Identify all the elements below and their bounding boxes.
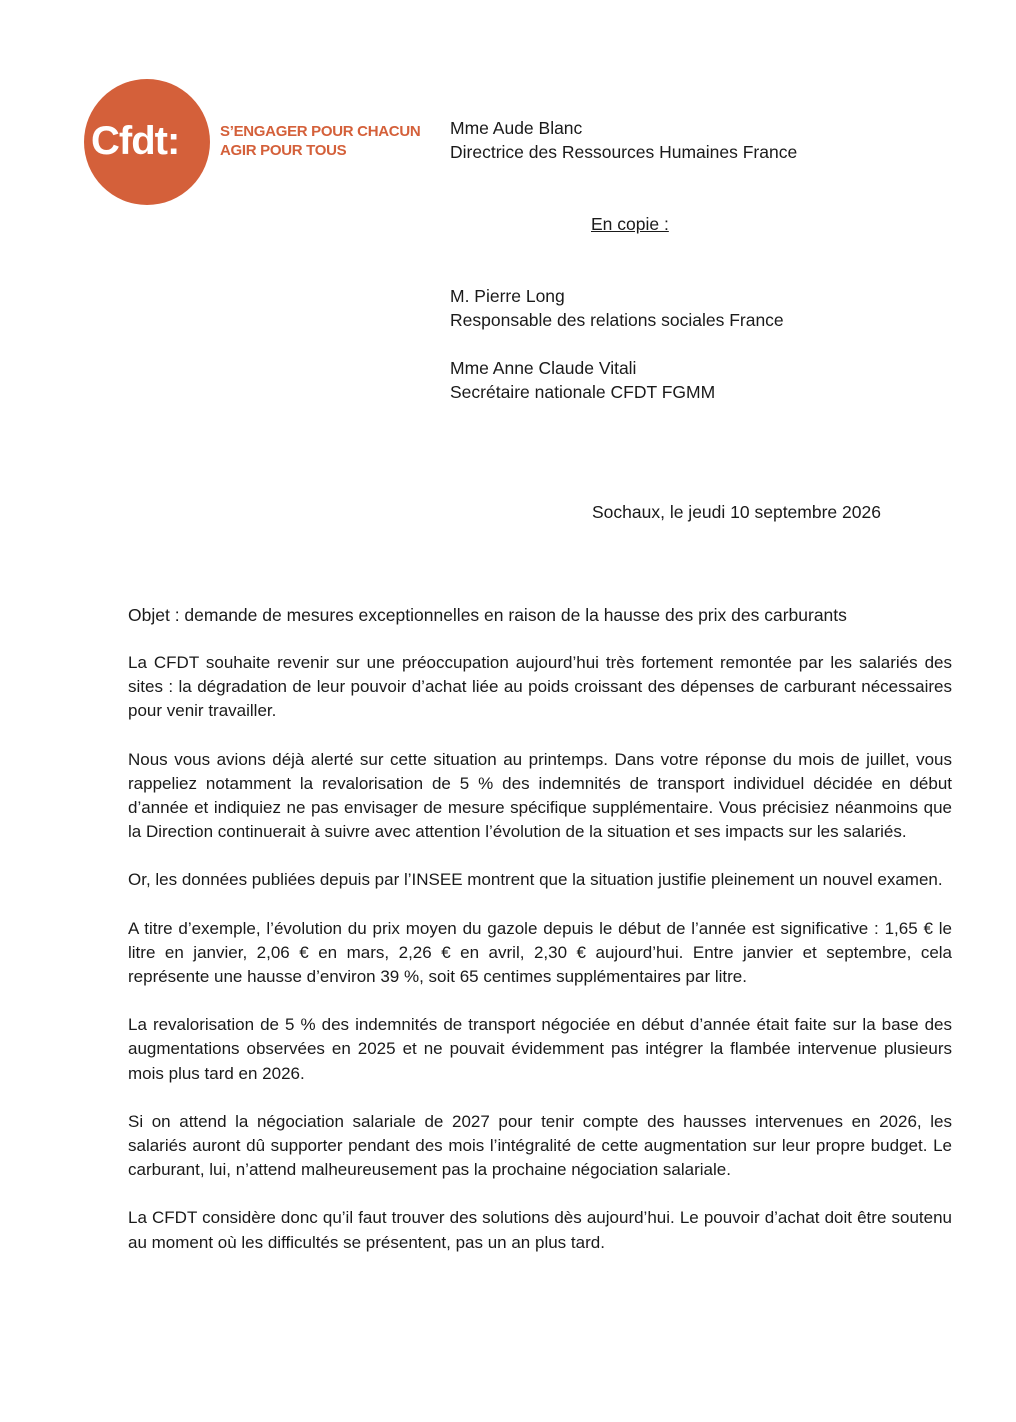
copy-recipient-name: Mme Anne Claude Vitali xyxy=(450,358,637,378)
copy-recipient-title: Secrétaire nationale CFDT FGMM xyxy=(450,382,716,402)
body-paragraph: La revalorisation de 5 % des indemnités de transport négociée en début d’année était faite sur la base des augmentations observées en 2025 et ne pouvait évidemment pas intégrer la flambée intervenue plusieurs mois plus tard en 2026. xyxy=(128,1015,952,1083)
copy-recipient-1 xyxy=(450,284,784,332)
recipient-title: Directrice des Ressources Humaines France xyxy=(450,142,798,162)
copy-recipient-name: M. Pierre Long xyxy=(450,286,565,306)
logo-tagline-line-1: S’ENGAGER POUR CHACUN xyxy=(220,123,421,140)
copy-recipient-2 xyxy=(450,356,715,404)
recipient-name: Mme Aude Blanc xyxy=(450,118,583,138)
body-paragraph: La CFDT considère donc qu’il faut trouver des solutions dès aujourd’hui. Le pouvoir d’achat doit être soutenu au moment où les difficultés se présentent, pas un an plus tard. xyxy=(128,1208,952,1252)
logo-mark: Cfdt: xyxy=(91,119,180,163)
subject-line: Objet : demande de mesures exceptionnelles en raison de la hausse des prix des carburants xyxy=(128,605,847,625)
body-paragraph: Or, les données publiées depuis par l’INSEE montrent que la situation justifie pleinement un nouvel examen. xyxy=(128,870,943,890)
letter-body xyxy=(128,651,952,1279)
body-paragraph: A titre d’exemple, l’évolution du prix moyen du gazole depuis le début de l’année est significative : 1,65 € le litre en janvier, 2,06 € en mars, 2,26 € en avril, 2,30 € aujourd’hui. Entre janvier et septembre, cela représente une hausse d’environ 39 %, soit 65 centimes supplémentaires par litre. xyxy=(128,918,952,987)
copy-label: En copie : xyxy=(591,214,669,234)
logo-tagline-line-2: AGIR POUR TOUS xyxy=(220,142,347,159)
logo-tagline xyxy=(220,122,420,160)
recipient-block xyxy=(450,116,797,164)
date-line: Sochaux, le jeudi 10 septembre 2026 xyxy=(592,502,881,522)
body-paragraph: Nous vous avions déjà alerté sur cette situation au printemps. Dans votre réponse du mois de juillet, vous rappeliez notamment la revalorisation de 5 % des indemnités de transport individuel décidée en début d’année et indiquiez ne pas envisager de mesure spécifique supplémentaire. Vous précisiez néanmoins que la Direction continuerait à suivre avec attention l’évolution de la situation et ses impacts sur les salariés. xyxy=(128,749,952,842)
cfdt-logo xyxy=(84,79,421,205)
copy-recipient-title: Responsable des relations sociales France xyxy=(450,310,784,330)
body-paragraph: Si on attend la négociation salariale de 2027 pour tenir compte des hausses intervenues en 2026, les salariés auront dû supporter pendant des mois l’intégralité de cette augmentation sur leur propre budget. Le carburant, lui, n’attend malheureusement pas la prochaine négociation salariale. xyxy=(128,1111,952,1180)
body-paragraph: La CFDT souhaite revenir sur une préoccupation aujourd’hui très fortement remontée par les salariés des sites : la dégradation de leur pouvoir d’achat liée au poids croissant des dépenses de carburant nécessaires pour venir travailler. xyxy=(128,653,952,721)
